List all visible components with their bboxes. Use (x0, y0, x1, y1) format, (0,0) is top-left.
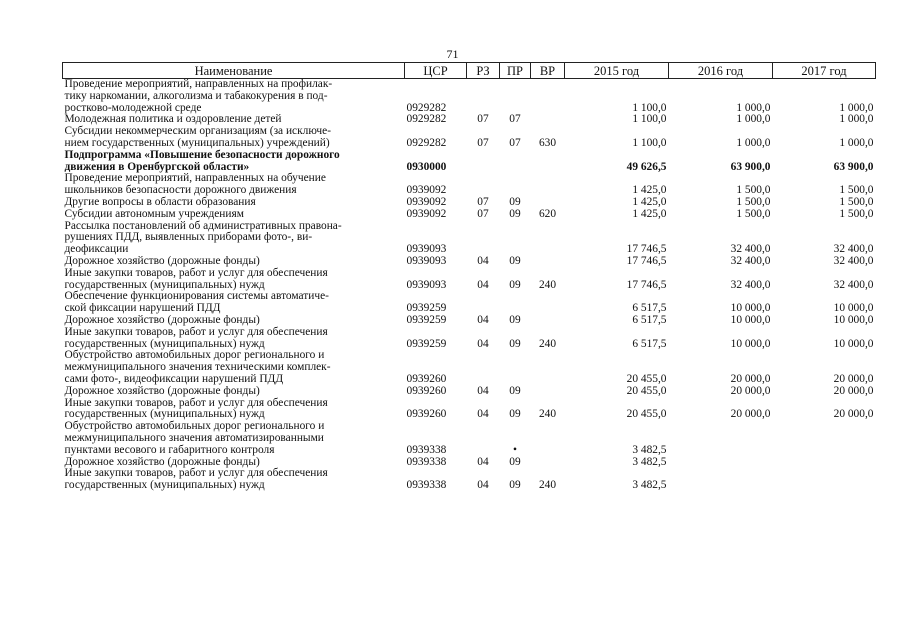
cell-2016 (669, 457, 773, 469)
header-2015: 2015 год (565, 63, 669, 79)
cell-pr (500, 291, 531, 315)
cell-2016: 1 500,0 (736, 195, 771, 208)
header-pr: ПР (500, 63, 531, 79)
cell-csr: 0939093 (406, 254, 447, 267)
cell-csr: 0939260 (406, 384, 447, 397)
cell-vr (531, 386, 565, 398)
cell-rz: 04 (477, 479, 489, 492)
table-header-row (63, 63, 876, 79)
cell-vr (531, 79, 565, 115)
cell-name (63, 268, 405, 292)
cell-name (63, 386, 405, 398)
cell-csr: 0939092 (406, 207, 447, 220)
cell-name-line: Рассылка постановлений об административных правона- (64, 219, 342, 232)
cell-csr: 0939092 (406, 195, 447, 208)
header-2016: 2016 год (669, 63, 773, 79)
page-number: 71 (446, 47, 459, 61)
cell-2016: 20 000,0 (730, 408, 771, 421)
cell-pr: 09 (509, 278, 521, 291)
cell-2015: 3 482,5 (632, 443, 667, 456)
cell-name-line: Молодежная политика и оздоровление детей (64, 113, 282, 126)
cell-2015: 6 517,5 (632, 302, 667, 315)
cell-name (63, 468, 405, 492)
cell-2016: 20 000,0 (730, 372, 771, 385)
cell-2017 (773, 468, 876, 492)
cell-name-line: движения в Оренбургской области» (64, 160, 250, 173)
cell-2015: 1 425,0 (632, 195, 667, 208)
cell-2015: 1 100,0 (632, 136, 667, 149)
cell-pr (500, 150, 531, 174)
cell-csr: 0929282 (406, 113, 447, 126)
cell-vr: 630 (538, 136, 557, 149)
table-row (63, 398, 876, 422)
cell-csr: 0939338 (406, 443, 447, 456)
header-name: Наименование (63, 63, 405, 79)
cell-name-line: Иные закупки товаров, работ и услуг для обеспечения (64, 325, 328, 338)
cell-name-line: Обеспечение функционирования системы автоматиче- (64, 290, 329, 303)
cell-vr (531, 350, 565, 385)
cell-rz: 07 (477, 195, 489, 208)
cell-name (63, 209, 405, 221)
cell-vr (531, 291, 565, 315)
header-vr: ВР (531, 63, 565, 79)
cell-name-line: пунктами весового и габаритного контроля (64, 443, 275, 456)
cell-csr: 0939259 (406, 302, 447, 315)
cell-rz: 04 (477, 254, 489, 267)
cell-2016: 1 000,0 (736, 101, 771, 114)
table-row (63, 468, 876, 492)
cell-pr (500, 173, 531, 197)
cell-csr: 0939260 (406, 372, 447, 385)
cell-2015: 20 455,0 (626, 408, 667, 421)
cell-2017: 1 000,0 (839, 101, 874, 114)
cell-2015: 3 482,5 (632, 455, 667, 468)
cell-pr: 09 (509, 408, 521, 421)
cell-csr: 0929282 (406, 101, 447, 114)
cell-2016: 63 900,0 (730, 160, 771, 173)
cell-pr: 09 (509, 337, 521, 350)
cell-name (63, 291, 405, 315)
cell-2015: 1 425,0 (632, 184, 667, 197)
cell-2016: 1 000,0 (736, 136, 771, 149)
cell-pr (500, 221, 531, 256)
cell-vr: 240 (538, 278, 557, 291)
cell-2017: 32 400,0 (833, 254, 874, 267)
cell-vr (531, 315, 565, 327)
cell-2016 (669, 468, 773, 492)
cell-name-line: Дорожное хозяйство (дорожные фонды) (64, 384, 260, 397)
cell-rz (467, 221, 500, 256)
cell-2017: 1 500,0 (839, 184, 874, 197)
cell-name-line: Обустройство автомобильных дорог регионального и (64, 349, 325, 362)
header-csr: ЦСР (405, 63, 467, 79)
table-row (63, 126, 876, 150)
cell-vr (531, 150, 565, 174)
cell-name-line: рушениях ПДД, выявленных приборами фото-, ви- (64, 231, 313, 244)
cell-rz: 04 (477, 337, 489, 350)
cell-rz (467, 421, 500, 456)
cell-2016: 20 000,0 (730, 384, 771, 397)
cell-pr: • (513, 443, 517, 456)
cell-2016: 10 000,0 (730, 337, 771, 350)
header-rz: РЗ (467, 63, 500, 79)
cell-rz (467, 150, 500, 174)
cell-csr: 0939093 (406, 278, 447, 291)
cell-rz (467, 291, 500, 315)
cell-2016: 1 000,0 (736, 113, 771, 126)
cell-2017: 32 400,0 (833, 243, 874, 256)
cell-rz (467, 79, 500, 115)
table-row (63, 386, 876, 398)
cell-pr: 09 (509, 384, 521, 397)
cell-pr (500, 350, 531, 385)
cell-name (63, 315, 405, 327)
cell-csr: 0939092 (406, 184, 447, 197)
cell-csr: 0939338 (406, 455, 447, 468)
cell-vr (531, 256, 565, 268)
cell-name-line: Иные закупки товаров, работ и услуг для обеспечения (64, 396, 328, 409)
table-row (63, 291, 876, 315)
cell-2015: 20 455,0 (626, 384, 667, 397)
cell-name-line: Другие вопросы в области образования (64, 195, 256, 208)
cell-name-line: межмуниципального значения автоматизированными (64, 431, 324, 444)
cell-name-line: ростково-молодежной среде (64, 101, 202, 114)
cell-vr: 240 (538, 408, 557, 421)
cell-name (63, 421, 405, 456)
cell-pr: 09 (509, 455, 521, 468)
cell-vr (531, 421, 565, 456)
cell-name-line: государственных (муниципальных) нужд (64, 479, 265, 492)
cell-rz (467, 173, 500, 197)
cell-pr: 09 (509, 195, 521, 208)
cell-2015: 17 746,5 (626, 278, 667, 291)
cell-name (63, 197, 405, 209)
cell-name (63, 256, 405, 268)
cell-vr: 240 (538, 479, 557, 492)
table-row (63, 221, 876, 256)
cell-name-line: тику наркомании, алкоголизма и табакокурения в под- (64, 89, 328, 102)
cell-2016: 32 400,0 (730, 254, 771, 267)
table-row (63, 197, 876, 209)
cell-name-line: Обустройство автомобильных дорог регионального и (64, 420, 325, 433)
cell-csr: 0939093 (406, 243, 447, 256)
cell-2017: 20 000,0 (833, 372, 874, 385)
cell-name-line: школьников безопасности дорожного движения (64, 184, 297, 197)
cell-name-line: Дорожное хозяйство (дорожные фонды) (64, 254, 260, 267)
cell-name (63, 350, 405, 385)
table-row (63, 315, 876, 327)
cell-vr (531, 114, 565, 126)
cell-2017: 1 000,0 (839, 136, 874, 149)
cell-name (63, 79, 405, 115)
cell-name (63, 150, 405, 174)
table-row (63, 327, 876, 351)
cell-pr: 07 (509, 136, 521, 149)
cell-rz: 04 (477, 384, 489, 397)
cell-pr: 09 (509, 207, 521, 220)
cell-csr: 0930000 (406, 160, 447, 173)
cell-name-line: деофиксации (64, 243, 129, 256)
cell-2016: 1 500,0 (736, 207, 771, 220)
cell-2017: 10 000,0 (833, 337, 874, 350)
cell-2016: 32 400,0 (730, 278, 771, 291)
cell-vr (531, 457, 565, 469)
budget-table (62, 62, 876, 492)
cell-vr: 620 (538, 207, 557, 220)
table-row (63, 256, 876, 268)
cell-rz: 07 (477, 207, 489, 220)
cell-name-line: Проведение мероприятий, направленных на обучение (64, 172, 326, 185)
cell-name-line: Субсидии некоммерческим организациям (за исключе- (64, 125, 331, 138)
cell-2017: 10 000,0 (833, 313, 874, 326)
cell-name-line: государственных (муниципальных) нужд (64, 337, 265, 350)
cell-name (63, 126, 405, 150)
cell-2015: 3 482,5 (632, 479, 667, 492)
cell-rz: 04 (477, 408, 489, 421)
cell-csr: 0929282 (406, 136, 447, 149)
cell-vr (531, 221, 565, 256)
cell-name-line: государственных (муниципальных) нужд (64, 278, 265, 291)
cell-csr: 0939260 (406, 408, 447, 421)
cell-name (63, 173, 405, 197)
cell-rz: 04 (477, 278, 489, 291)
cell-name (63, 221, 405, 256)
cell-vr (531, 197, 565, 209)
cell-name-line: Дорожное хозяйство (дорожные фонды) (64, 313, 260, 326)
cell-name-line: межмуниципального значения техническими комплек- (64, 361, 331, 374)
table-row (63, 209, 876, 221)
cell-rz (467, 350, 500, 385)
cell-2017: 63 900,0 (833, 160, 874, 173)
table-row (63, 150, 876, 174)
table-body (63, 79, 876, 492)
cell-2017 (773, 457, 876, 469)
cell-csr: 0939259 (406, 337, 447, 350)
cell-2015: 6 517,5 (632, 313, 667, 326)
cell-name-line: Дорожное хозяйство (дорожные фонды) (64, 455, 260, 468)
cell-name (63, 327, 405, 351)
cell-2015: 20 455,0 (626, 372, 667, 385)
cell-2015: 17 746,5 (626, 243, 667, 256)
cell-2015: 1 100,0 (632, 113, 667, 126)
cell-2017: 1 500,0 (839, 195, 874, 208)
cell-csr: 0939259 (406, 313, 447, 326)
cell-2016: 32 400,0 (730, 243, 771, 256)
cell-2015: 1 100,0 (632, 101, 667, 114)
cell-2017: 32 400,0 (833, 278, 874, 291)
cell-2017: 10 000,0 (833, 302, 874, 315)
cell-2016 (669, 421, 773, 456)
table-row (63, 173, 876, 197)
cell-name-line: Иные закупки товаров, работ и услуг для обеспечения (64, 467, 328, 480)
table-row (63, 350, 876, 385)
cell-rz: 07 (477, 136, 489, 149)
cell-2017: 1 000,0 (839, 113, 874, 126)
cell-pr (500, 79, 531, 115)
cell-name-line: Иные закупки товаров, работ и услуг для обеспечения (64, 266, 328, 279)
table-row (63, 421, 876, 456)
cell-2016: 10 000,0 (730, 302, 771, 315)
cell-2015: 17 746,5 (626, 254, 667, 267)
table-row (63, 268, 876, 292)
cell-name-line: нием государственных (муниципальных) учреждений) (64, 136, 330, 149)
cell-2015: 6 517,5 (632, 337, 667, 350)
cell-2017: 1 500,0 (839, 207, 874, 220)
cell-pr: 09 (509, 479, 521, 492)
cell-2015: 49 626,5 (626, 160, 667, 173)
cell-name-line: государственных (муниципальных) нужд (64, 408, 265, 421)
cell-2017: 20 000,0 (833, 384, 874, 397)
cell-name-line: Проведение мероприятий, направленных на профилак- (64, 78, 333, 90)
cell-vr (531, 173, 565, 197)
cell-2017 (773, 421, 876, 456)
cell-name-line: Субсидии автономным учреждениям (64, 207, 244, 220)
cell-vr: 240 (538, 337, 557, 350)
cell-rz: 07 (477, 113, 489, 126)
cell-name-line: Подпрограмма «Повышение безопасности дорожного (64, 148, 340, 161)
cell-pr: 09 (509, 254, 521, 267)
cell-pr: 07 (509, 113, 521, 126)
cell-name-line: сами фото-, видеофиксации нарушений ПДД (64, 372, 284, 385)
cell-pr: 09 (509, 313, 521, 326)
cell-name-line: ской фиксации нарушений ПДД (64, 302, 221, 315)
cell-rz: 04 (477, 455, 489, 468)
cell-name (63, 398, 405, 422)
cell-rz: 04 (477, 313, 489, 326)
cell-2016: 10 000,0 (730, 313, 771, 326)
cell-csr: 0939338 (406, 479, 447, 492)
cell-2017: 20 000,0 (833, 408, 874, 421)
header-2017: 2017 год (773, 63, 876, 79)
cell-2015: 1 425,0 (632, 207, 667, 220)
table-row (63, 79, 876, 115)
cell-2016: 1 500,0 (736, 184, 771, 197)
